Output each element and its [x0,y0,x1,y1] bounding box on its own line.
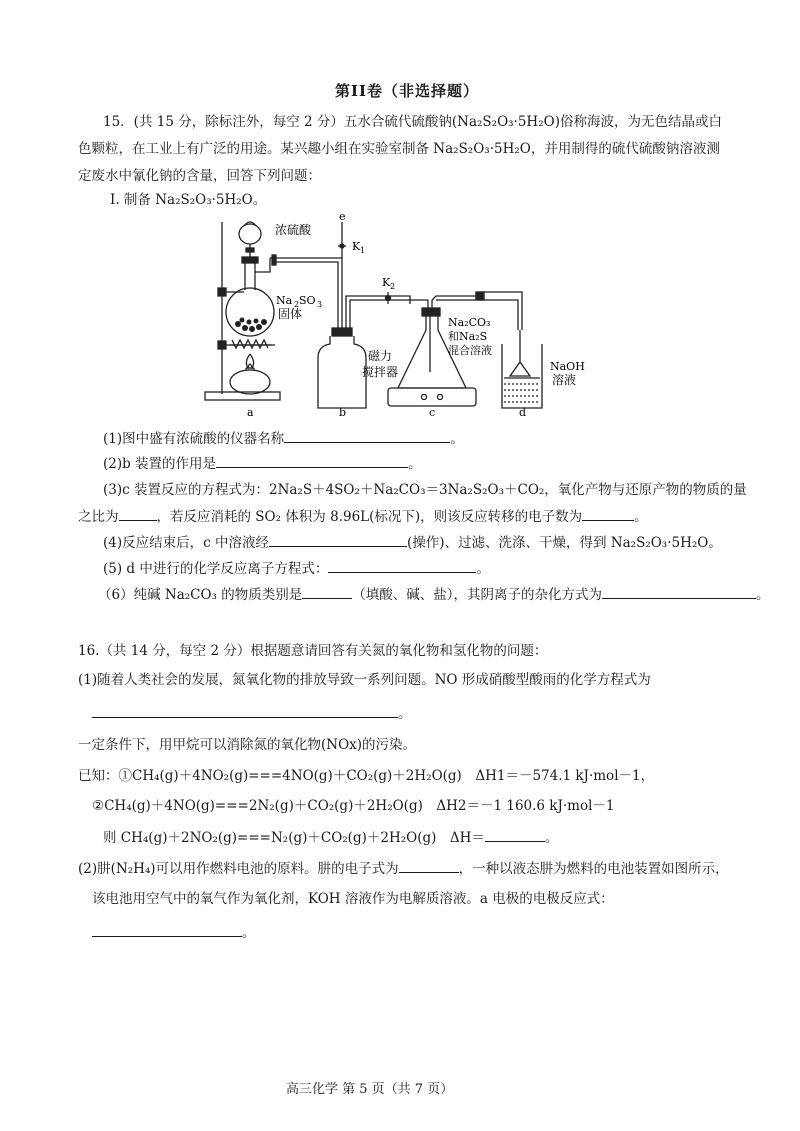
separatory-funnel [239,224,261,244]
na2so3-solid [235,318,267,333]
label-a: a [247,406,254,419]
q16-methane: 一定条件下，用甲烷可以消除氮的氧化物(NOx)的污染。 [78,737,417,753]
label-d: d [519,406,527,419]
q16-then: 则 CH₄(g)＋2NO₂(g)===N₂(g)＋CO₂(g)＋2H₂O(g) ΔH＝ 。 [103,827,558,848]
q15-intro-line2: 色颗粒，在工业上有广泛的用途。某兴趣小组在实验室制备 Na₂S₂O₃·5H₂O，并用制得的硫代硫酸钠溶液测 [78,141,720,157]
magnetic-stirrer [388,388,476,406]
answer-blank-electrode[interactable] [92,922,242,937]
q16-intro: 16.（共 14 分，每空 2 分）根据题意请回答有关氮的氧化物和氢化物的问题： [78,643,548,659]
label-k2: K [382,276,391,289]
q15-intro-line3: 定废水中氰化钠的含量，回答下列问题： [78,168,321,184]
answer-blank-s5[interactable] [328,558,476,573]
label-c: c [429,406,436,419]
q15-part1-heading: Ⅰ. 制备 Na₂S₂O₃·5H₂O。 [110,192,267,208]
q15-s6: （6）纯碱 Na₂CO₃ 的物质类别是 （填酸、碱、盐），其阴离子的杂化方式为 。 [98,584,770,605]
label-na2so3-so: SO [299,294,316,307]
answer-blank-electron-formula[interactable] [399,858,459,873]
answer-blank-s3-electrons[interactable] [582,506,634,521]
q16-s1: (1)随着人类社会的发展，氮氧化物的排放导致一系列问题。NO 形成硝酸型酸雨的化学方程式为 [78,672,651,688]
lamp-flame [246,354,253,368]
label-mixed-solution: 混合溶液 [448,344,492,357]
label-na2so3-3: 3 [317,300,323,309]
label-naoh: NaOH [550,360,585,373]
label-stirrer-2: 搅拌器 [362,365,399,379]
label-concentrated-acid: 浓硫酸 [275,223,312,237]
label-na2so3-2: 2 [294,300,300,309]
label-solution: 溶液 [552,373,577,387]
q16-known1: 已知：①CH₄(g)＋4NO₂(g)===4NO(g)＋CO₂(g)＋2H₂O(g) ΔH1＝－574.1 kJ·mol－1， [78,768,655,784]
q15-s4: (4)反应结束后，c 中溶液经 (操作)、过滤、洗涤、干燥，得到 Na₂S₂O₃·5H₂O。 [103,532,722,553]
q16-s2-line1: (2)肼(N₂H₄)可以用作燃料电池的原料。肼的电子式为 ，一种以液态肼为燃料的电池装置如图所示， [78,858,729,879]
q16-s2-answer: 。 [92,922,256,943]
label-solid: 固体 [278,307,303,321]
label-e: e [339,212,346,223]
answer-blank-delta-h[interactable] [485,827,545,842]
answer-blank-s4[interactable] [269,532,407,547]
alcohol-lamp [230,370,270,394]
q16-known2: ②CH₄(g)＋4NO(g)===2N₂(g)＋CO₂(g)＋2H₂O(g) ΔH2＝－1 160.6 kJ·mol－1 [92,798,615,814]
label-stirrer-1: 磁力 [368,349,393,363]
answer-blank-q16-s1[interactable] [92,703,398,718]
answer-blank-s3-ratio[interactable] [119,506,157,521]
label-na2so3-na: Na [276,294,293,307]
inverted-funnel [510,330,530,376]
bottle-b [318,336,366,408]
label-k1-sub: 1 [360,246,366,255]
answer-blank-s6-hybrid[interactable] [602,584,756,599]
answer-blank-s1[interactable] [284,428,450,443]
answer-blank-s6-type[interactable] [302,584,352,599]
q15-s2: (2)b 装置的作用是 。 [103,453,422,474]
q16-s1-answer: 。 [92,703,412,724]
label-b: b [339,406,347,419]
q16-s2-line2: 该电池用空气中的氧气作为氧化剂，KOH 溶液作为电解质溶液。a 电极的电极反应式： [92,891,614,907]
q15-s3-line1: (3)c 装置反应的方程式为：2Na₂S＋4SO₂＋Na₂CO₃＝3Na₂S₂O₃＋CO₂，氧化产物与还原产物的物质的量 [103,482,747,498]
q15-s1: (1)图中盛有浓硫酸的仪器名称 。 [103,428,464,449]
label-k2-sub: 2 [390,282,396,291]
q15-s5: (5) d 中进行的化学反应离子方程式： 。 [103,558,490,579]
label-na2co3: Na₂CO₃ [448,316,491,329]
q15-intro-line1: 15．(共 15 分，除标注外，每空 2 分）五水合硫代硫酸钠(Na₂S₂O₃·5H₂O)俗称海波，为无色结晶或白 [103,114,722,130]
page-footer: 高三化学 第 5 页（共 7 页） [286,1082,454,1097]
apparatus-diagram [200,212,620,420]
label-k1: K [352,240,361,253]
label-and-na2s: 和Na₂S [448,330,488,343]
q15-s3-line2: 之比为 ，若反应消耗的 SO₂ 体积为 8.96L(标况下)，则该反应转移的电子数为 。 [78,506,648,527]
answer-blank-s2[interactable] [216,453,408,468]
section-title: 第II卷（非选择题） [335,82,480,100]
